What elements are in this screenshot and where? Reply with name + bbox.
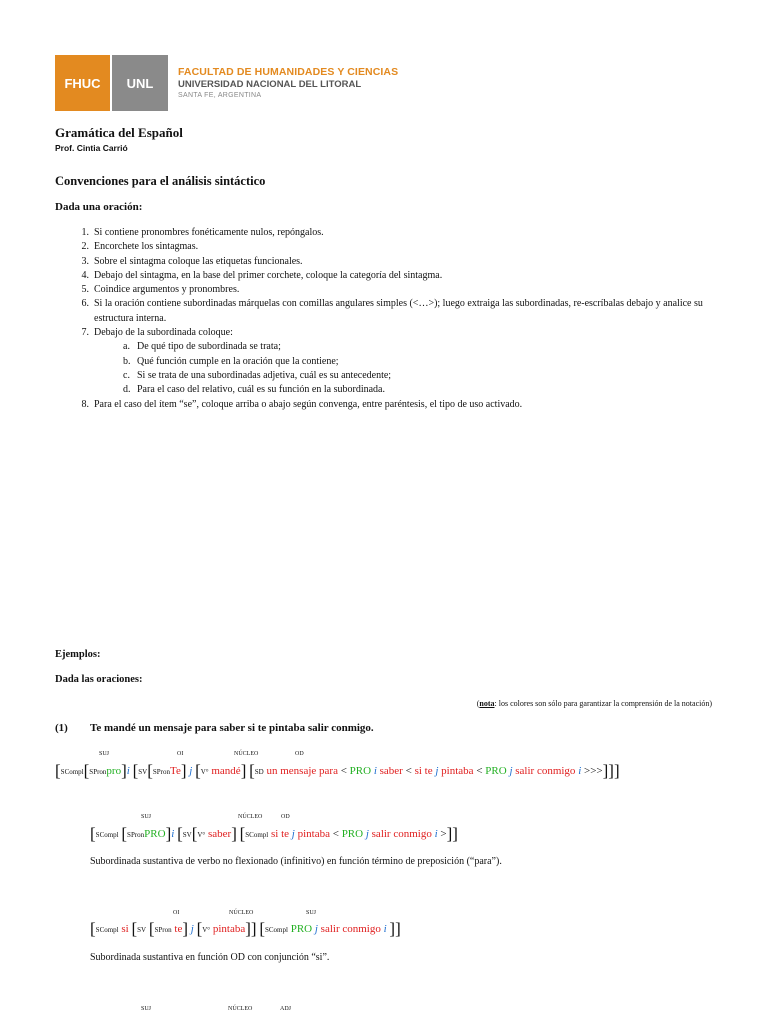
label-oi: OI: [173, 910, 180, 916]
analysis-line-2: [SCompl [SPronPRO]i [SV[V° saber] [SCompl si te j pintaba < PRO j salir conmigo i >]]: [90, 824, 458, 843]
course-title: Gramática del Español: [55, 125, 183, 140]
sub-list-item: c. Si se trata de una subordinadas adjetiva, cuál es su antecedente;: [123, 369, 392, 381]
label-suj: SUJ: [141, 1006, 152, 1012]
label-suj: SUJ: [141, 814, 152, 820]
logo-unl: UNL: [112, 55, 168, 111]
analysis-line-3: [SCompl si [SV [SPron te] j [V° pintaba]] [SCompl PRO j salir conmigo i ]]: [90, 919, 401, 938]
color-note: (nota: los colores son sólo para garantizar la comprensión de la notación): [476, 699, 712, 708]
sub-list-item: b. Qué función cumple en la oración que la contiene;: [123, 355, 339, 367]
example-number: (1): [55, 722, 68, 734]
list-item: 8. Para el caso del ítem “se”, coloque arriba o abajo según convenga, entre paréntesis, el tipo de uso activado.: [81, 398, 523, 410]
label-suj: SUJ: [99, 751, 110, 757]
subordinate-description: Subordinada sustantiva en función OD con conjunción “si”.: [90, 952, 330, 963]
sub-list-item: d. Para el caso del relativo, cuál es su función en la subordinada.: [123, 384, 385, 396]
label-nucleo: NÚCLEO: [229, 910, 254, 916]
list-item: 4. Debajo del sintagma, en la base del primer corchete, coloque la categoría del sintagma.: [81, 269, 443, 281]
section-intro: Dada una oración:: [55, 201, 143, 213]
logo-fhuc: FHUC: [55, 55, 110, 111]
sub-list-item: a. De qué tipo de subordinada se trata;: [123, 341, 281, 353]
sub-steps-list: [72, 340, 732, 397]
analysis-line-1: [SCompl[SPronpro]i [SV[SPronTe] j [V° mandé] [SD un mensaje para < PRO i saber < si te j pintaba < PRO j salir conmigo i >>>]]]: [55, 761, 620, 780]
section-title: Convenciones para el análisis sintáctico: [55, 174, 266, 188]
list-item: 3. Sobre el sintagma coloque las etiquetas funcionales.: [81, 255, 303, 267]
label-adj: ADJ: [280, 1006, 292, 1012]
label-od: OD: [295, 751, 304, 757]
label-nucleo: NÚCLEO: [234, 751, 259, 757]
list-item: 5. Coindice argumentos y pronombres.: [81, 284, 240, 296]
university-name: UNIVERSIDAD NACIONAL DEL LITORAL: [178, 79, 362, 90]
faculty-name: [178, 66, 398, 99]
example-sentence: Te mandé un mensaje para saber si te pintaba salir conmigo.: [90, 722, 374, 734]
list-item: 1. Si contiene pronombres fonéticamente nulos, repóngalos.: [81, 227, 324, 238]
label-nucleo: NÚCLEO: [228, 1006, 253, 1012]
list-item: 7. Debajo de la subordinada coloque:: [81, 327, 233, 339]
faculty-logo: [55, 55, 168, 111]
examples-intro: Dada las oraciones:: [55, 674, 143, 685]
label-oi: OI: [177, 751, 184, 757]
label-nucleo: NÚCLEO: [238, 814, 263, 820]
label-suj: SUJ: [306, 910, 317, 916]
faculty-title: FACULTAD DE HUMANIDADES Y CIENCIAS: [178, 66, 399, 78]
professor-name: Prof. Cintia Carrió: [55, 143, 128, 153]
location: SANTA FE, ARGENTINA: [178, 92, 262, 99]
label-od: OD: [281, 814, 290, 820]
steps-list: [72, 226, 732, 412]
list-item: 6. Si la oración contiene subordinadas márquelas con comillas angulares simples (<…>); luego extraiga las subordinadas, re-escríbalas debajo y analice su estructura interna.: [81, 298, 703, 324]
list-item: 2. Encorchete los sintagmas.: [81, 241, 199, 253]
note-label: nota: [479, 699, 495, 708]
subordinate-description: Subordinada sustantiva de verbo no flexionado (infinitivo) en función término de preposición (“para”).: [90, 856, 502, 867]
examples-heading: Ejemplos:: [55, 649, 101, 660]
